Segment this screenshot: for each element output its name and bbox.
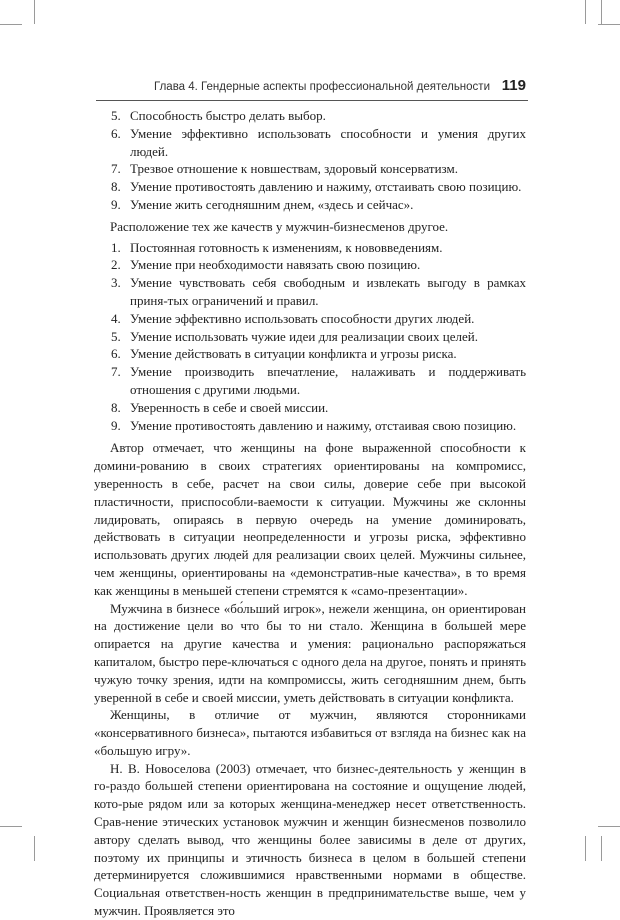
list-item: 7. Умение производить впечатление, налаживать и поддерживать отношения с другими людьми.	[111, 364, 526, 397]
running-head	[96, 76, 528, 101]
list-item: 9. Умение противостоять давлению и нажиму, отстаивая свою позицию.	[111, 417, 517, 433]
crop-mark-bottom-left-h	[0, 826, 22, 827]
crop-mark-bottom-right-v2	[601, 836, 602, 861]
list-item: 3. Умение чувствовать себя свободным и извлекать выгоду в рамках приня-тых ограничений и правил.	[111, 275, 526, 308]
list-item: 6. Умение действовать в ситуации конфликта и угрозы риска.	[111, 346, 457, 362]
crop-mark-top-right-v1	[585, 0, 586, 24]
list-item: 4. Умение эффективно использовать способности других людей.	[111, 310, 475, 326]
list-item: 8. Умение противостоять давлению и нажиму, отстаивать свою позицию.	[111, 179, 522, 195]
list-item: 8. Уверенность в себе и своей миссии.	[111, 399, 329, 415]
crop-mark-bottom-right-v1	[585, 836, 586, 861]
crop-mark-bottom-left-v	[34, 836, 35, 861]
list-item: 7. Трезвое отношение к новшествам, здоровый консерватизм.	[111, 161, 458, 177]
crop-mark-top-left-h	[0, 24, 22, 25]
list-item: 9. Умение жить сегодняшним днем, «здесь и сейчас».	[111, 196, 414, 212]
crop-mark-top-right-h	[598, 24, 620, 25]
paragraph: Н. В. Новоселова (2003) отмечает, что бизнес-деятельность у женщин в го-раздо большей степени ориентирована на состояние и ощущение людей, кото-рые рядом или за которых женщина-менеджер несет ответственность. Срав-нение этических установок мужчин и женщин бизнесменов позволило автору сделать вывод, что женщины более зависимы в деле от других, поэтому их принципы и этичность бизнеса в целом в большей степени детерминируется сложившимися нравственными нормами в обществе. Социальная ответствен-ность женщин в предпринимательстве выше, чем у мужчин. Проявляется это	[94, 760, 526, 919]
crop-mark-top-right-v2	[601, 0, 602, 24]
crop-mark-bottom-right-h	[598, 826, 620, 827]
list-men-qualities	[94, 239, 526, 435]
list-item: 1. Постоянная готовность к изменениям, к нововведениям.	[111, 239, 443, 255]
list-item: 5. Умение использовать чужие идеи для реализации своих целей.	[111, 328, 478, 344]
text-block	[94, 107, 526, 920]
list-item: 2. Умение при необходимости навязать свою позицию.	[111, 257, 421, 273]
paragraph: Женщины, в отличие от мужчин, являются сторонниками «консервативного бизнеса», пытаются избавиться от взгляда на бизнес как на «большую игру».	[94, 707, 526, 758]
list-item: 6. Умение эффективно использовать способности и умения других людей.	[111, 125, 526, 159]
page-number: 119	[501, 77, 526, 94]
paragraph: Автор отмечает, что женщины на фоне выраженной способности к домини-рованию в своих стратегиях ориентированы на компромисс, уверенность в себе, расчет на свои силы, доверие себе при высокой пластичности, приспособли-ваемости к ситуации. Мужчины же склонны лидировать, опираясь в первую очередь на умение доминировать, действовать в ситуации неопределенности и угрозы риска, эффективно использовать других людей для реализации своих целей. Мужчины сильнее, чем женщины, ориентированы на «демонстратив-ные качества», в то время как женщины в меньшей степени стремятся к «само-презентации».	[94, 440, 526, 598]
list-men-intro: Расположение тех же качеств у мужчин-бизнесменов другое.	[110, 218, 449, 234]
list-item: 5. Способность быстро делать выбор.	[111, 108, 326, 123]
paragraph: Мужчина в бизнесе «бо́льший игрок», нежели женщина, он ориентирован на достижение цели во что бы то ни стало. Женщина в большей мере опирается на другие качества и умения: рационально распоряжаться капиталом, быстро пере-ключаться с одного дела на другое, понять и принять чужую точку зрения, идти на компромиссы, жить сегодняшним днем, быть уверенной в себе и своей миссии, уметь действовать в ситуации конфликта.	[94, 600, 526, 705]
chapter-title: Глава 4. Гендерные аспекты профессиональной деятельности	[154, 81, 490, 93]
crop-mark-top-left-v	[34, 0, 35, 24]
list-women-qualities	[94, 107, 526, 214]
